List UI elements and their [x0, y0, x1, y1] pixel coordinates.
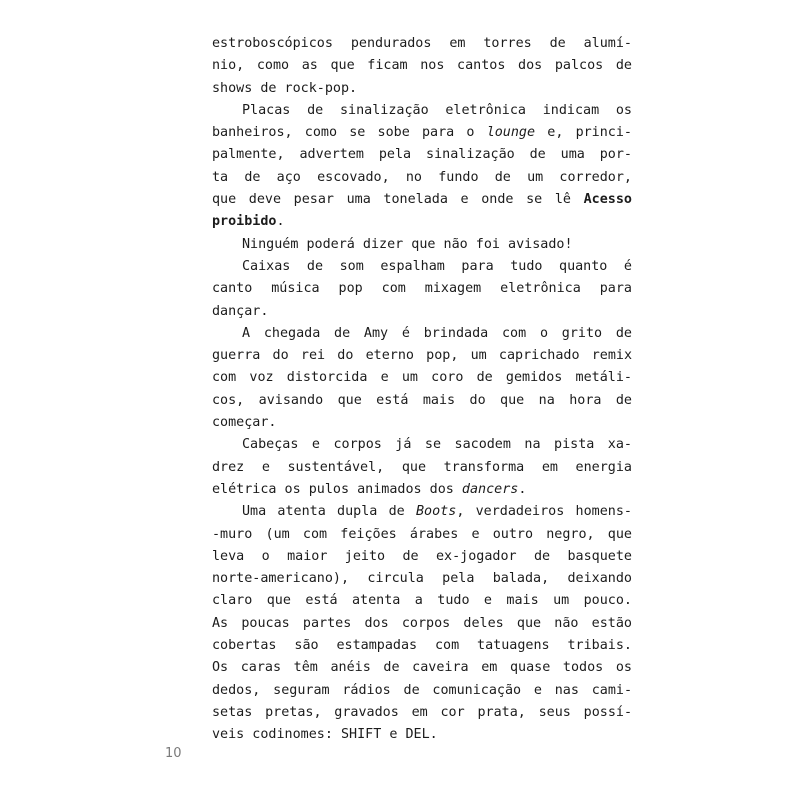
paragraph [212, 100, 632, 234]
text-line [212, 524, 632, 546]
text-line [212, 323, 632, 345]
text-run: dedos, seguram rádios de comunicação e nas cami- [212, 682, 632, 698]
book-page-text [212, 33, 632, 747]
text-run: estroboscópicos pendurados em torres de alumí- [212, 36, 632, 51]
text-line [212, 501, 632, 523]
text-line [212, 301, 632, 323]
text-run: começar. [212, 415, 277, 431]
text-run: norte-americano), circula pela balada, deixando [212, 571, 632, 587]
text-run: drez e sustentável, que transforma em energia [212, 459, 632, 475]
text-run: e, princi- [535, 125, 632, 141]
text-run: nio, como as que ficam nos cantos dos palcos de [212, 58, 632, 74]
paragraph [212, 434, 632, 501]
paragraph [212, 256, 632, 323]
text-line [212, 278, 632, 300]
text-line [212, 78, 632, 100]
paragraph [212, 234, 632, 256]
text-line [212, 144, 632, 166]
paragraph [212, 501, 632, 746]
italic-text: lounge [486, 125, 536, 141]
paragraph [212, 323, 632, 434]
text-run: ta de aço escovado, no fundo de um corredor, [212, 169, 632, 185]
text-run: Placas de sinalização eletrônica indicam os [242, 102, 632, 118]
text-run: dançar. [212, 303, 269, 319]
text-line [212, 100, 632, 122]
text-run: canto música pop com mixagem eletrônica para [212, 281, 632, 297]
text-run: claro que está atenta a tudo e mais um pouco. [212, 593, 632, 609]
paragraph [212, 33, 632, 100]
text-run: . [518, 481, 527, 497]
text-line [212, 55, 632, 77]
text-line [212, 189, 632, 211]
text-run: leva o maior jeito de ex-jogador de basquete [212, 548, 632, 564]
text-run: cobertas são estampadas com tatuagens tribais. [212, 638, 632, 654]
text-run: As poucas partes dos corpos deles que não estão [212, 615, 632, 631]
text-run: Os caras têm anéis de caveira em quase todos os [212, 660, 632, 676]
text-line [212, 211, 632, 233]
text-line [212, 390, 632, 412]
text-line [212, 33, 632, 55]
text-line [212, 234, 632, 256]
text-line [212, 167, 632, 189]
text-line [212, 256, 632, 278]
text-run: setas pretas, gravados em cor prata, seus possí- [212, 704, 632, 720]
text-run: com voz distorcida e um coro de gemidos metáli- [212, 370, 632, 386]
text-run: Uma atenta dupla de [242, 504, 416, 520]
text-line [212, 702, 632, 724]
text-run: shows de rock-pop. [212, 80, 358, 96]
text-run: cos, avisando que está mais do que na hora de [212, 392, 632, 408]
text-line [212, 122, 632, 144]
text-line [212, 479, 632, 501]
italic-text: dancers [461, 481, 519, 497]
text-run: palmente, advertem pela sinalização de uma por- [212, 147, 632, 163]
text-run: Ninguém poderá dizer que não foi avisado! [242, 236, 573, 252]
text-run: elétrica os pulos animados dos [212, 481, 462, 497]
bold-text: Acesso [583, 192, 632, 208]
italic-text: Boots [416, 504, 457, 520]
text-line [212, 613, 632, 635]
text-line [212, 367, 632, 389]
text-run: , verdadeiros homens- [456, 504, 632, 520]
text-line [212, 345, 632, 367]
text-line [212, 412, 632, 434]
text-run: que deve pesar uma tonelada e onde se lê [212, 192, 584, 208]
text-line [212, 457, 632, 479]
text-run: veis codinomes: SHIFT e DEL. [212, 727, 438, 743]
text-line [212, 546, 632, 568]
text-run: -muro (um com feições árabes e outro negro, que [212, 526, 632, 542]
text-run: guerra do rei do eterno pop, um caprichado remix [212, 348, 632, 364]
text-line [212, 724, 632, 746]
text-line [212, 434, 632, 456]
bold-text: proibido [212, 214, 277, 230]
text-line [212, 635, 632, 657]
text-line [212, 568, 632, 590]
text-line [212, 657, 632, 679]
text-line [212, 680, 632, 702]
text-run: Caixas de som espalham para tudo quanto é [242, 258, 632, 274]
text-run: . [276, 214, 285, 230]
text-run: banheiros, como se sobe para o [212, 125, 487, 141]
text-line [212, 590, 632, 612]
page-number: 10 [165, 746, 182, 761]
text-run: Cabeças e corpos já se sacodem na pista xa- [242, 437, 632, 453]
text-run: A chegada de Amy é brindada com o grito de [242, 325, 632, 341]
